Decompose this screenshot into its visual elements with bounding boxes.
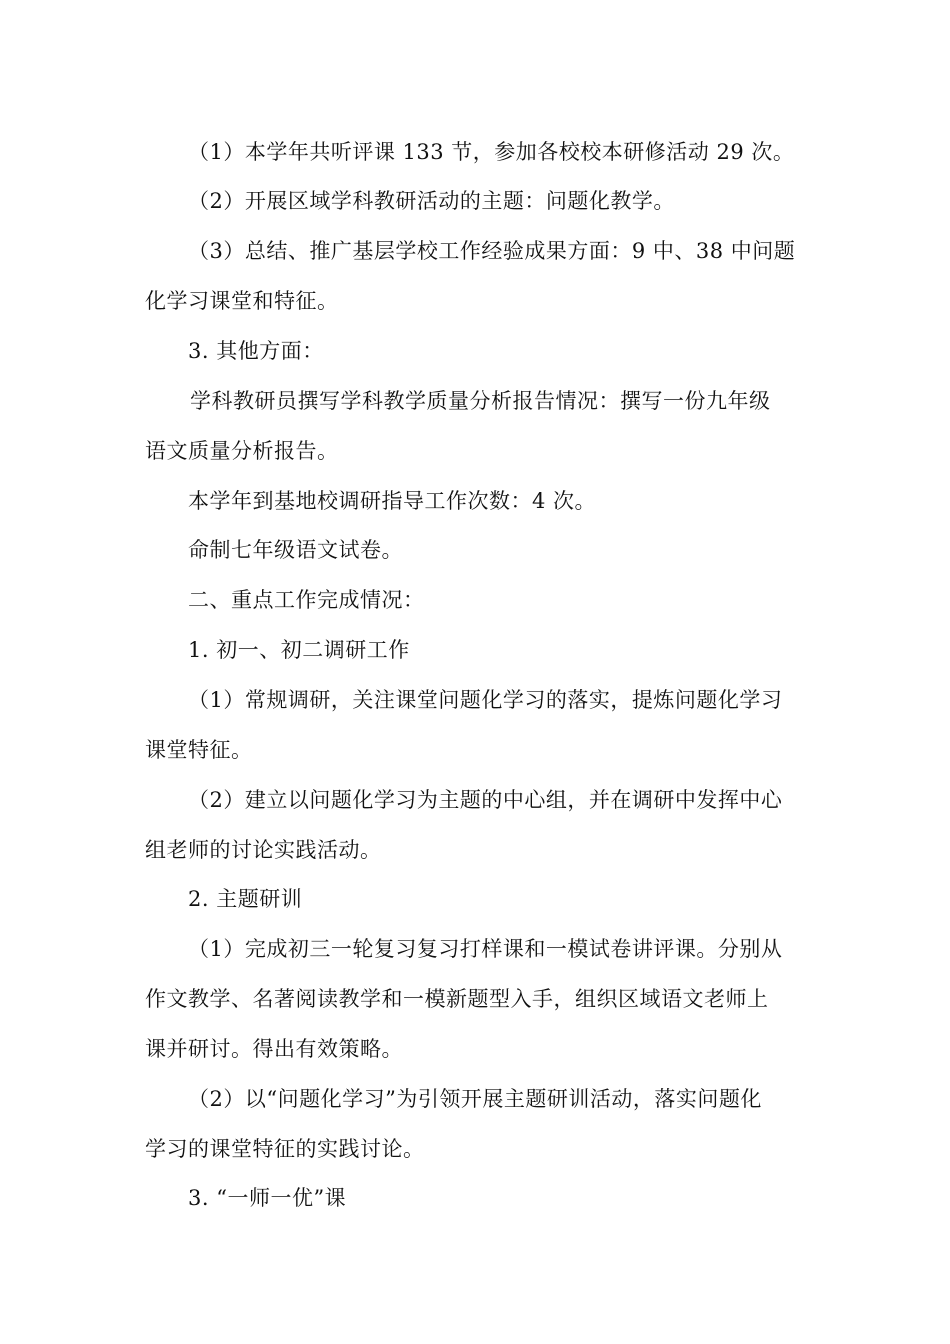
- text-line: （2）开展区域学科教研活动的主题：问题化教学。: [188, 189, 675, 213]
- text-line: 组老师的讨论实践活动。: [145, 838, 382, 862]
- text-line: 课堂特征。: [145, 738, 253, 762]
- section-heading: 2. 主题研训: [188, 887, 303, 911]
- section-heading: 3. 其他方面：: [188, 339, 324, 363]
- text-line: 本学年到基地校调研指导工作次数：4 次。: [188, 489, 597, 513]
- text-line: （3）总结、推广基层学校工作经验成果方面：9 中、38 中问题: [188, 239, 796, 263]
- text-line: 化学习课堂和特征。: [145, 289, 339, 313]
- section-heading: 二、重点工作完成情况：: [188, 588, 425, 612]
- text-line: 命制七年级语文试卷。: [188, 538, 403, 562]
- text-line: （2）以“问题化学习”为引领开展主题研训活动，落实问题化: [188, 1087, 762, 1111]
- text-line: 学科教研员撰写学科教学质量分析报告情况：撰写一份九年级: [190, 389, 771, 413]
- text-line: （2）建立以问题化学习为主题的中心组，并在调研中发挥中心: [188, 788, 783, 812]
- section-heading: 3. “一师一优”课: [188, 1186, 347, 1210]
- text-line: （1）常规调研，关注课堂问题化学习的落实，提炼问题化学习: [188, 688, 783, 712]
- text-line: 学习的课堂特征的实践讨论。: [145, 1137, 425, 1161]
- text-line: （1）本学年共听评课 133 节，参加各校校本研修活动 29 次。: [188, 140, 795, 164]
- text-line: 语文质量分析报告。: [145, 439, 339, 463]
- text-line: （1）完成初三一轮复习复习打样课和一模试卷讲评课。分别从: [188, 937, 783, 961]
- text-line: 课并研讨。得出有效策略。: [145, 1037, 403, 1061]
- text-line: 作文教学、名著阅读教学和一模新题型入手，组织区域语文老师上: [145, 987, 769, 1011]
- section-heading: 1. 初一、初二调研工作: [188, 638, 410, 662]
